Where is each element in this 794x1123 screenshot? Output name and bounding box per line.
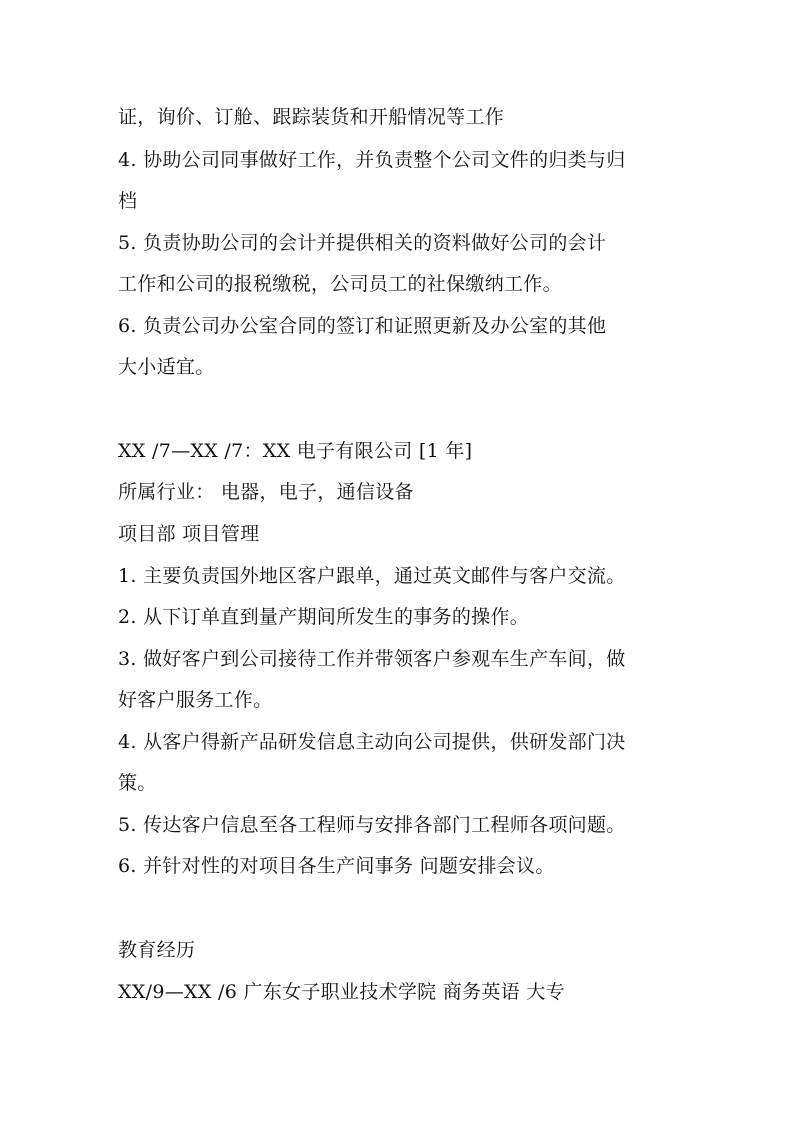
prev-job-item-5-cont: 工作和公司的报税缴税，公司员工的社保缴纳工作。 bbox=[118, 273, 562, 295]
job-duty-4: 4. 从客户得新产品研发信息主动向公司提供，供研发部门决 bbox=[118, 731, 626, 753]
job-duty-3: 3. 做好客户到公司接待工作并带领客户参观车生产车间，做 bbox=[118, 648, 626, 670]
job-department: 项目部 项目管理 bbox=[118, 523, 260, 545]
job-header: XX /7—XX /7：XX 电子有限公司 [1 年] bbox=[118, 440, 473, 462]
education-entry: XX/9—XX /6 广东女子职业技术学院 商务英语 大专 bbox=[118, 981, 565, 1003]
job-industry: 所属行业： 电器，电子，通信设备 bbox=[118, 481, 414, 503]
education-heading: 教育经历 bbox=[118, 939, 196, 961]
prev-job-item-6-cont: 大小适宜。 bbox=[118, 356, 215, 378]
job-duty-3-cont: 好客户服务工作。 bbox=[118, 689, 273, 711]
prev-job-continuation: 证，询价、订舱、跟踪装货和开船情况等工作 bbox=[118, 106, 505, 128]
job-duty-4-cont: 策。 bbox=[118, 772, 157, 794]
job-duty-6: 6. 并针对性的对项目各生产间事务 问题安排会议。 bbox=[118, 855, 555, 877]
prev-job-item-5: 5. 负责协助公司的会计并提供相关的资料做好公司的会计 bbox=[118, 232, 607, 254]
job-duty-2: 2. 从下订单直到量产期间所发生的事务的操作。 bbox=[118, 606, 530, 628]
prev-job-item-4-cont: 档 bbox=[118, 190, 138, 212]
job-duty-5: 5. 传达客户信息至各工程师与安排各部门工程师各项问题。 bbox=[118, 814, 626, 836]
prev-job-item-6: 6. 负责公司办公室合同的签订和证照更新及办公室的其他 bbox=[118, 315, 607, 337]
job-duty-1: 1. 主要负责国外地区客户跟单，通过英文邮件与客户交流。 bbox=[118, 565, 626, 587]
prev-job-item-4: 4. 协助公司同事做好工作，并负责整个公司文件的归类与归 bbox=[118, 149, 626, 171]
